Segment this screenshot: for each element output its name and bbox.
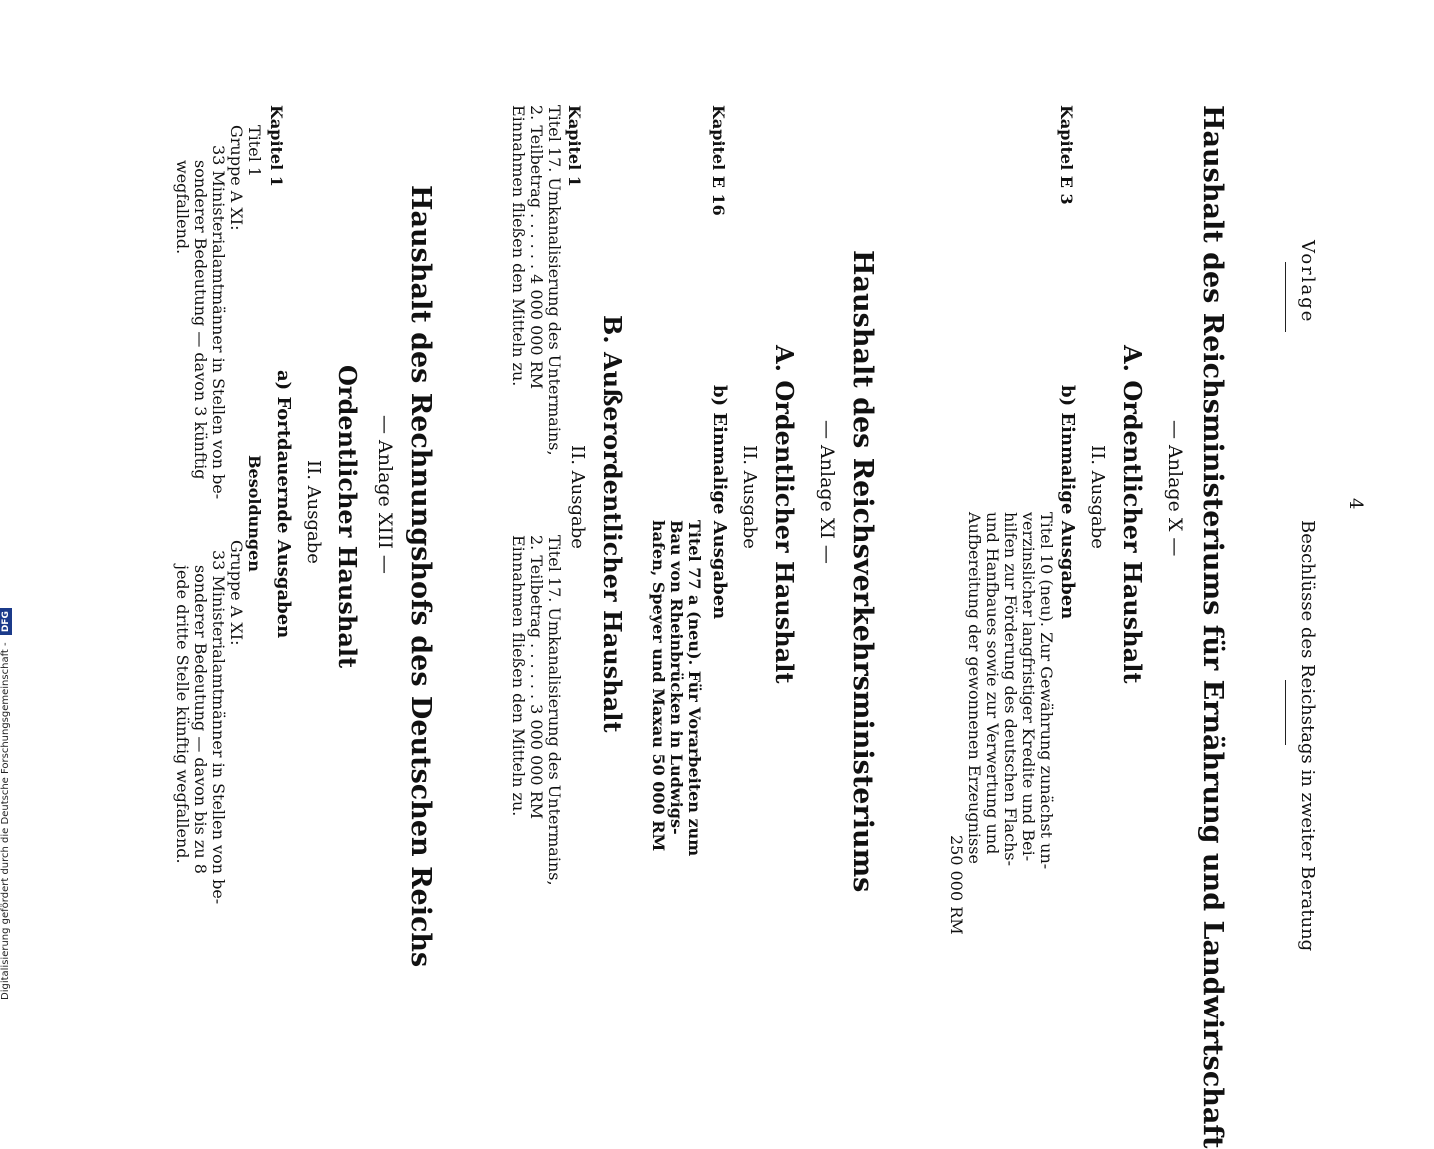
section2-line-a-1: Titel 77 a (neu). Für Vorarbeiten zum [685, 520, 704, 857]
section2-chapter-a: Kapitel E 16 [709, 105, 728, 216]
section2-annex: — Anlage XI — [816, 420, 838, 564]
section3-annex: — Anlage XIII — [374, 415, 396, 574]
section3-right-line-4: jede dritte Stelle künftig wegfallend. [173, 565, 192, 864]
page-number: 4 [1345, 498, 1366, 510]
section1-amount: 250 000 RM [947, 835, 966, 935]
section2-line-a-3: hafen, Speyer und Maxau 50 000 RM [649, 520, 668, 852]
header-left: Vorlage [1297, 240, 1318, 324]
section3-right-line-3: sonderer Bedeutung — davon bis zu 8 [191, 565, 210, 874]
section1-line-4: und Hanfbaues sowie zur Verwertung und [983, 512, 1002, 855]
footer-text: Digitalisierung gefördert durch die Deutsche Forschungsgemeinschaft - [0, 642, 11, 1000]
section2-sub-a: II. Ausgabe [739, 445, 760, 549]
section3-left-line-2: Gruppe A XI: [227, 125, 246, 231]
section3-title: Haushalt des Rechnungshofs des Deutschen Reichs [405, 185, 436, 968]
section2-right-line-2: 2. Teilbetrag . . . . . . 3 000 000 RM [527, 535, 546, 820]
section2-subsub: b) Einmalige Ausgaben [709, 385, 730, 620]
dfg-logo: DFG [0, 608, 12, 635]
section2-right-line-1: Titel 17. Umkanalisierung des Untermains, [545, 535, 564, 886]
header-right: Beschlüsse des Reichstags in zweiter Beratung [1297, 520, 1318, 952]
section1-sub: II. Ausgabe [1087, 445, 1108, 549]
section2-part-a: A. Ordentlicher Haushalt [770, 345, 799, 684]
section3-left-line-1: Titel 1 [245, 125, 264, 178]
section1-line-1: Titel 10 (neu). Zur Gewährung zunächst un- [1037, 512, 1056, 870]
section1-title: Haushalt des Reichsministeriums für Ernährung und Landwirtschaft [1197, 105, 1228, 1149]
section2-right-line-3: Einnahmen fließen den Mitteln zu. [509, 535, 528, 817]
header-left-rule [1285, 262, 1286, 332]
section3-left-line-3: 33 Ministerialamtmänner in Stellen von be- [209, 145, 228, 500]
section3-chapter: Kapitel 1 [267, 105, 286, 187]
section2-left-line-1: Titel 17. Umkanalisierung des Untermains, [545, 105, 564, 456]
section1-chapter: Kapitel E 3 [1057, 105, 1076, 205]
section3-left-line-5: wegfallend. [173, 160, 192, 255]
section3-right-line-1: Gruppe A XI: [227, 540, 246, 646]
digitization-footer [0, 0, 16, 1000]
section3-left-line-4: sonderer Bedeutung — davon 3 künftig [191, 160, 210, 480]
section2-sub-b: II. Ausgabe [567, 445, 588, 549]
section3-subsubsub: Besoldungen [245, 455, 264, 572]
section1-line-2: verzinslicher langfristiger Kredite und Bei- [1019, 512, 1038, 862]
section2-left-line-2: 2. Teilbetrag . . . . . . 4 000 000 RM [527, 105, 546, 390]
section3-sub: II. Ausgabe [303, 460, 324, 564]
section3-subsub: a) Fortdauernde Ausgaben [273, 370, 294, 639]
section1-subsub: b) Einmalige Ausgaben [1057, 385, 1078, 620]
section2-line-a-2: Bau von Rheinbrücken in Ludwigs- [667, 520, 686, 835]
section2-chapter-b: Kapitel 1 [565, 105, 584, 187]
section1-line-3: hilfen zur Förderung des deutschen Flachs- [1001, 512, 1020, 867]
section1-annex: — Anlage X — [1164, 420, 1186, 557]
section1-line-5: Aufbereitung der gewonnenen Erzeugnisse [965, 512, 984, 864]
section1-part: A. Ordentlicher Haushalt [1118, 345, 1147, 684]
header-right-rule [1285, 680, 1286, 745]
section2-title: Haushalt des Reichsverkehrsministeriums [847, 250, 878, 893]
section3-part: Ordentlicher Haushalt [333, 365, 362, 669]
section2-part-b: B. Außerordentlicher Haushalt [598, 315, 627, 733]
section2-left-line-3: Einnahmen fließen den Mitteln zu. [509, 105, 528, 387]
section3-right-line-2: 33 Ministerialamtmänner in Stellen von be- [209, 550, 228, 905]
